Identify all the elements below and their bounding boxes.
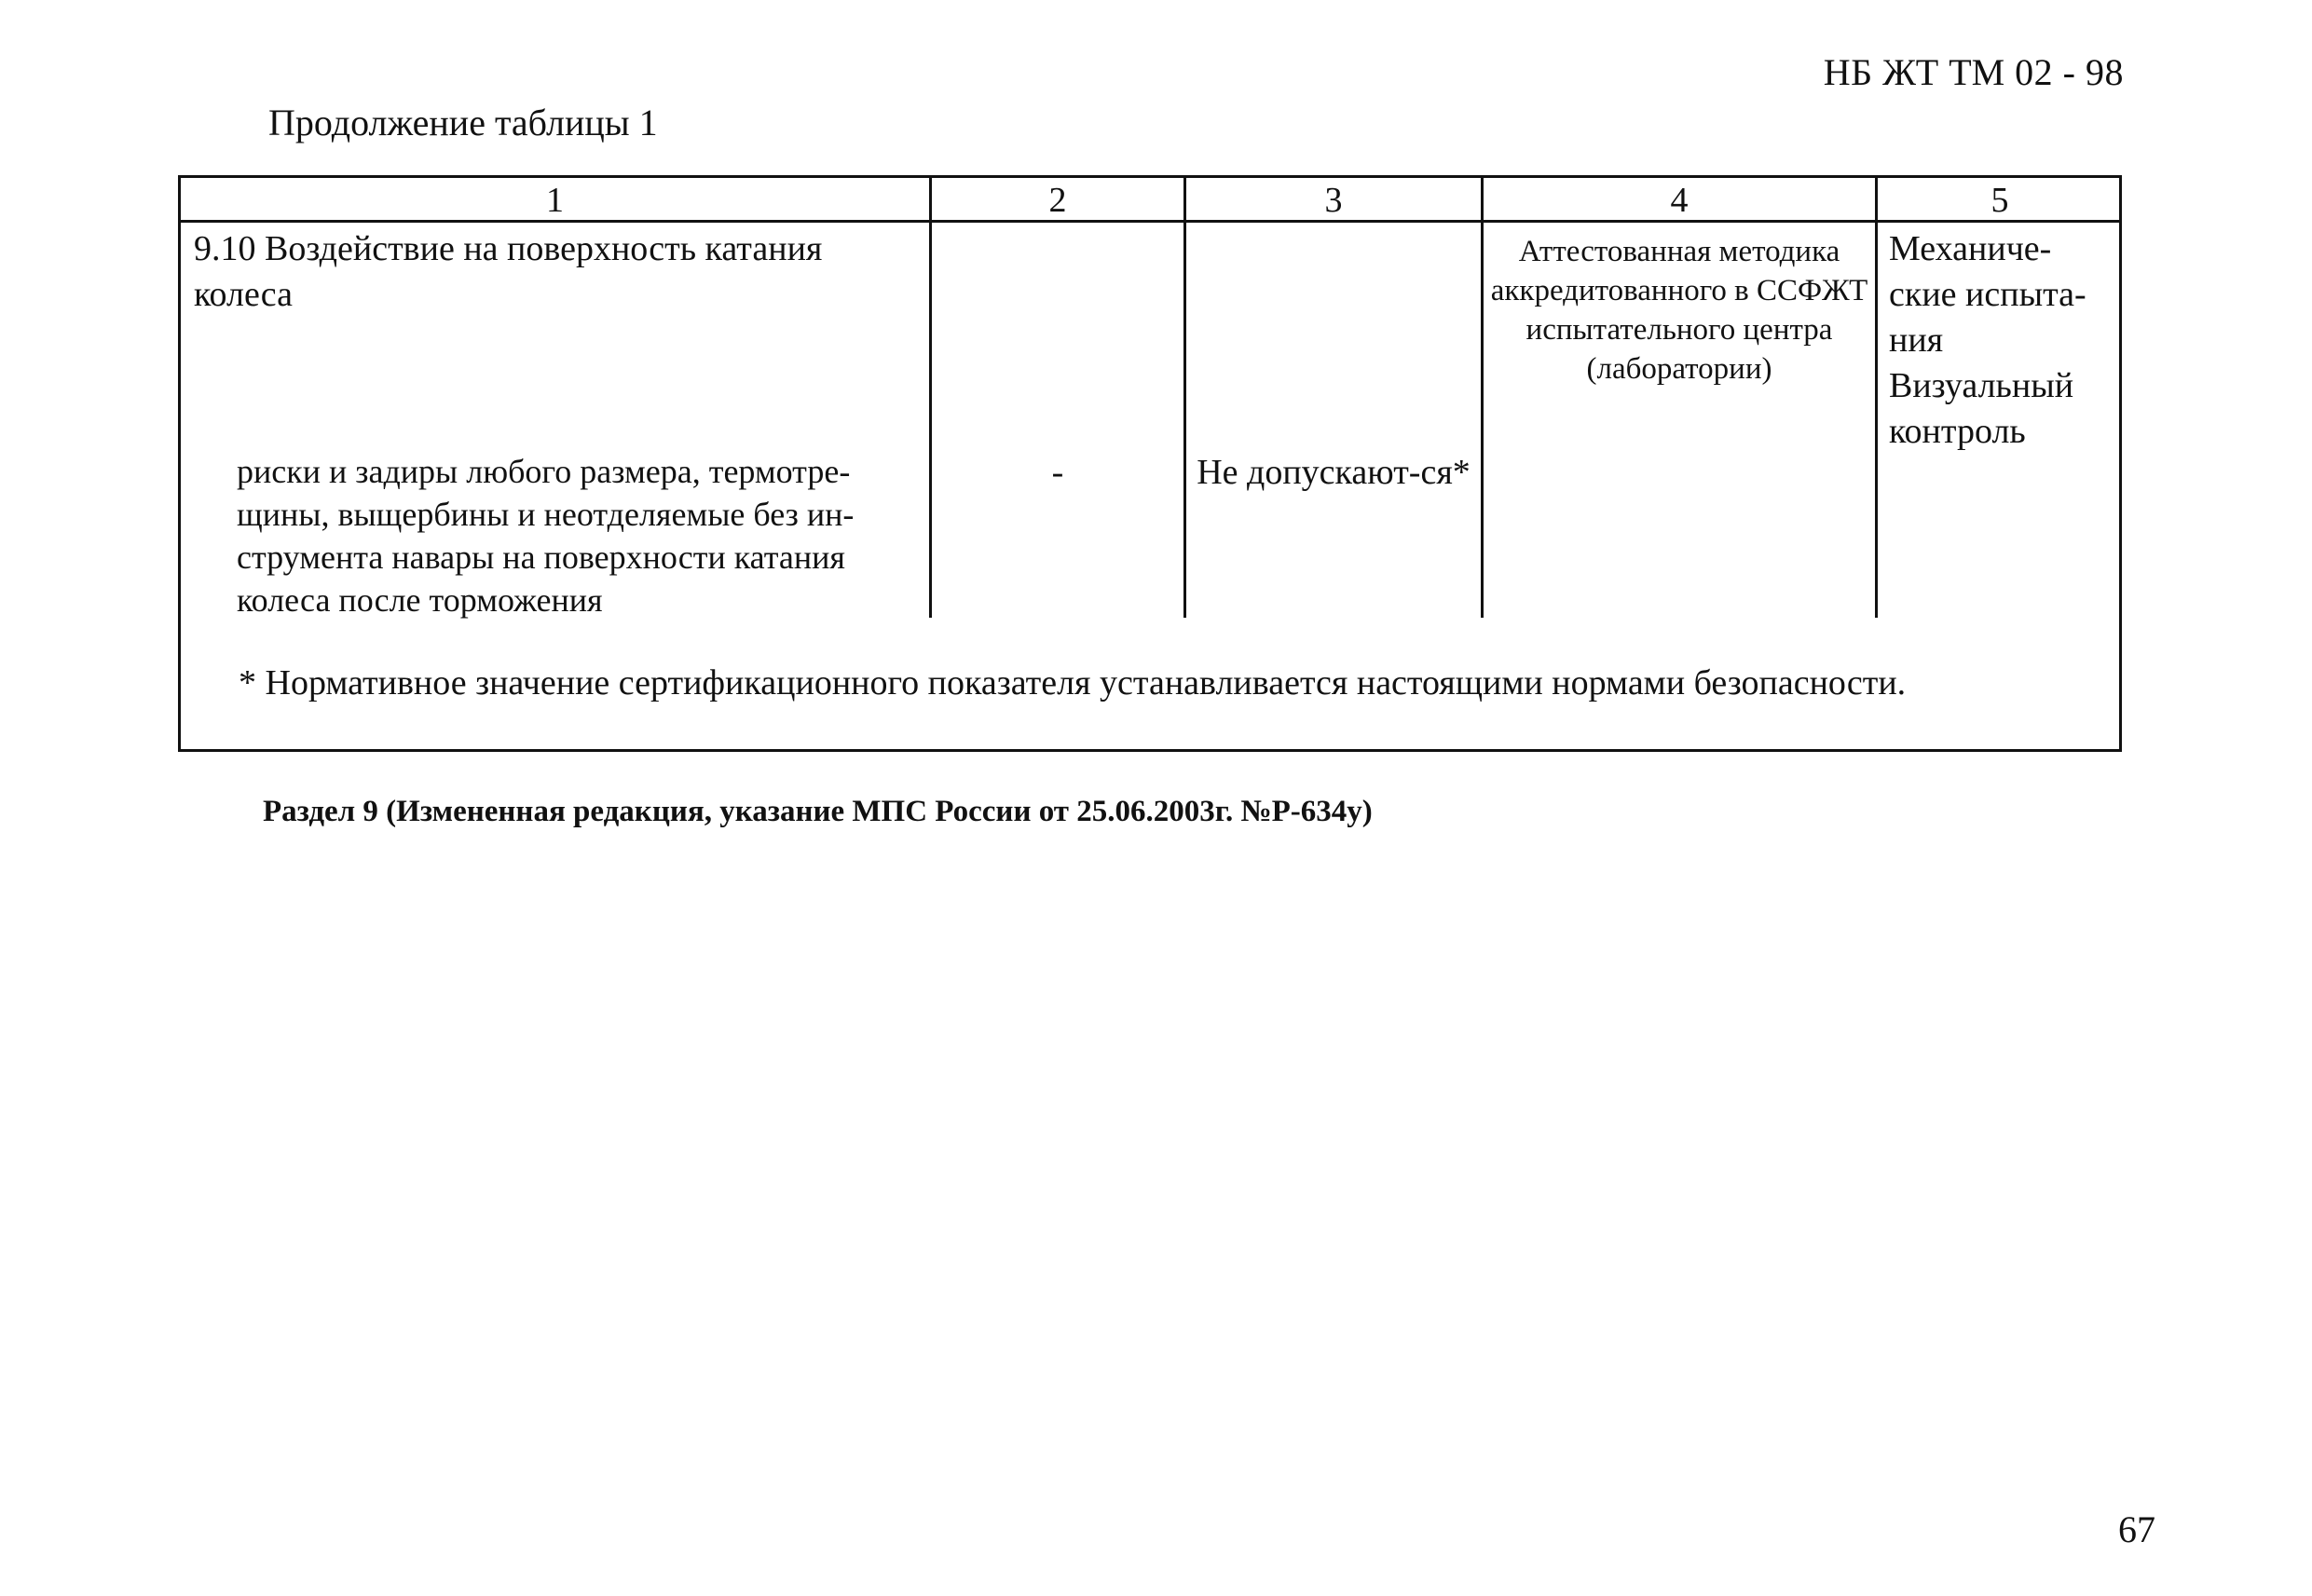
doc-code: НБ ЖТ ТМ 02 - 98 — [1823, 51, 2124, 93]
table-footnote: * Нормативное значение сертификационного показателя устанавливается настоящими нормами безопасности. — [239, 663, 1907, 703]
requirement-value: Не допускают-ся* — [1197, 453, 1471, 492]
column-divider — [929, 178, 932, 618]
page-number: 67 — [2118, 1508, 2155, 1550]
indicator-detail: риски и задиры любого размера, термотре-щины, выщербины и неотделяемые без ин-струмента навары на поверхности катания колеса после торможения — [237, 453, 855, 619]
control-method: Механиче-ские испыта-ния Визуальный контроль — [1889, 229, 2086, 451]
amendment-note: Раздел 9 (Измененная редакция, указание МПС России от 25.06.2003г. №Р-634у) — [263, 795, 1373, 828]
table-header-row — [181, 178, 2119, 223]
column-header-4: 4 — [1670, 181, 1689, 220]
column-divider — [1481, 178, 1484, 618]
table-caption: Продолжение таблицы 1 — [268, 102, 658, 143]
column-divider — [1183, 178, 1186, 618]
test-method: Аттестованная методика аккредитованного в ССФЖТ испытательного центра (лаборатории) — [1490, 235, 1868, 386]
column-divider — [1875, 178, 1878, 618]
norm-value: - — [1051, 453, 1064, 492]
column-header-5: 5 — [1991, 181, 2009, 220]
column-header-2: 2 — [1048, 181, 1067, 220]
requirements-table — [178, 175, 2122, 752]
indicator-title: 9.10 Воздействие на поверхность катания колеса — [194, 229, 823, 314]
column-header-3: 3 — [1324, 181, 1343, 220]
column-header-1: 1 — [546, 181, 564, 220]
